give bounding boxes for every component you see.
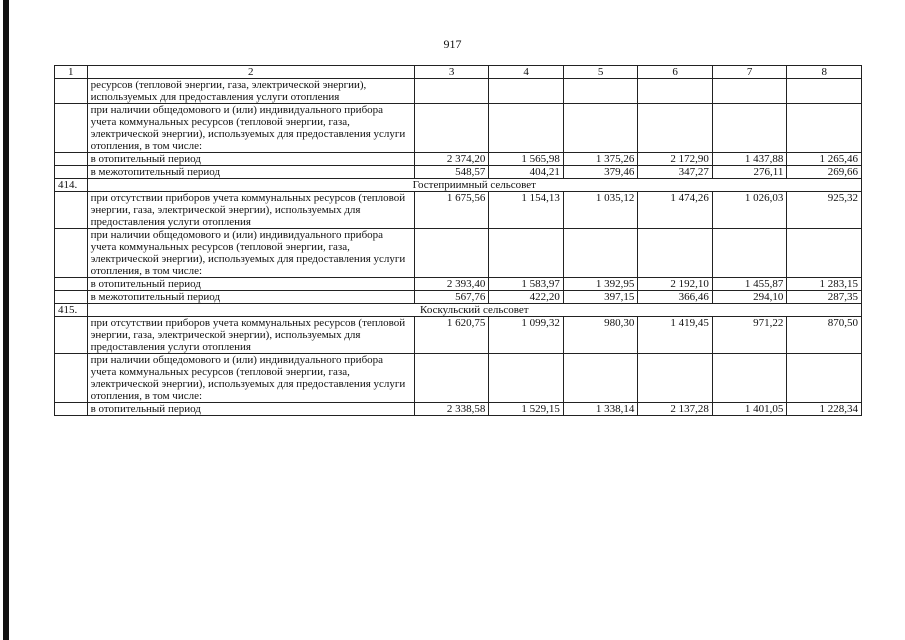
value-cell-5 xyxy=(563,79,638,104)
value-cell-4 xyxy=(489,354,564,403)
value-cell-5 xyxy=(563,104,638,153)
description-cell: при отсутствии приборов учета коммунальных ресурсов (тепловой энергии, газа, электрической энергии), используемых для предоставления услуги отопления xyxy=(87,317,414,354)
value-cell-3: 2 374,20 xyxy=(414,153,489,166)
value-cell-4: 422,20 xyxy=(489,291,564,304)
description-cell: в отопительный период xyxy=(87,403,414,416)
section-number: 414. xyxy=(55,179,88,192)
header-cell: 4 xyxy=(489,66,564,79)
table-row xyxy=(55,104,862,153)
value-cell-5: 980,30 xyxy=(563,317,638,354)
description-cell: при наличии общедомового и (или) индивидуального прибора учета коммунальных ресурсов (тепловой энергии, газа, электрической энергии), используемых для предоставления услуги отопления, в том числе: xyxy=(87,104,414,153)
value-cell-7 xyxy=(712,354,787,403)
row-number-cell xyxy=(55,104,88,153)
row-number-cell xyxy=(55,403,88,416)
description-cell: при наличии общедомового и (или) индивидуального прибора учета коммунальных ресурсов (тепловой энергии, газа, электрической энергии), используемых для предоставления услуги отопления, в том числе: xyxy=(87,354,414,403)
description-cell: в межотопительный период xyxy=(87,166,414,179)
value-cell-3: 1 675,56 xyxy=(414,192,489,229)
header-cell: 2 xyxy=(87,66,414,79)
value-cell-4: 1 583,97 xyxy=(489,278,564,291)
description-cell: ресурсов (тепловой энергии, газа, электрической энергии), используемых для предоставления услуги отопления xyxy=(87,79,414,104)
value-cell-6: 2 192,10 xyxy=(638,278,713,291)
value-cell-4: 404,21 xyxy=(489,166,564,179)
tariff-table xyxy=(54,65,862,416)
table-row xyxy=(55,79,862,104)
table-row xyxy=(55,192,862,229)
section-title: Гостеприимный сельсовет xyxy=(87,179,861,192)
value-cell-7: 1 026,03 xyxy=(712,192,787,229)
value-cell-8: 1 228,34 xyxy=(787,403,862,416)
value-cell-7: 276,11 xyxy=(712,166,787,179)
table-row xyxy=(55,317,862,354)
section-row xyxy=(55,179,862,192)
table-row xyxy=(55,229,862,278)
header-cell: 8 xyxy=(787,66,862,79)
value-cell-8 xyxy=(787,229,862,278)
description-cell: при наличии общедомового и (или) индивидуального прибора учета коммунальных ресурсов (тепловой энергии, газа, электрической энергии), используемых для предоставления услуги отопления, в том числе: xyxy=(87,229,414,278)
value-cell-8 xyxy=(787,354,862,403)
value-cell-4 xyxy=(489,104,564,153)
section-number: 415. xyxy=(55,304,88,317)
value-cell-6 xyxy=(638,354,713,403)
value-cell-3: 567,76 xyxy=(414,291,489,304)
row-number-cell xyxy=(55,153,88,166)
value-cell-8: 269,66 xyxy=(787,166,862,179)
value-cell-3 xyxy=(414,104,489,153)
description-cell: в межотопительный период xyxy=(87,291,414,304)
value-cell-7: 294,10 xyxy=(712,291,787,304)
header-row xyxy=(55,66,862,79)
section-row xyxy=(55,304,862,317)
value-cell-3: 548,57 xyxy=(414,166,489,179)
value-cell-6: 2 172,90 xyxy=(638,153,713,166)
value-cell-3: 2 338,58 xyxy=(414,403,489,416)
value-cell-7: 1 401,05 xyxy=(712,403,787,416)
table-row xyxy=(55,153,862,166)
header-cell: 7 xyxy=(712,66,787,79)
value-cell-6: 347,27 xyxy=(638,166,713,179)
value-cell-5 xyxy=(563,229,638,278)
row-number-cell xyxy=(55,278,88,291)
value-cell-7: 1 455,87 xyxy=(712,278,787,291)
value-cell-6: 1 474,26 xyxy=(638,192,713,229)
table-row xyxy=(55,354,862,403)
value-cell-8 xyxy=(787,104,862,153)
header-cell: 6 xyxy=(638,66,713,79)
value-cell-3 xyxy=(414,229,489,278)
row-number-cell xyxy=(55,192,88,229)
value-cell-3: 2 393,40 xyxy=(414,278,489,291)
description-cell: в отопительный период xyxy=(87,278,414,291)
row-number-cell xyxy=(55,354,88,403)
value-cell-7 xyxy=(712,229,787,278)
value-cell-5: 1 375,26 xyxy=(563,153,638,166)
value-cell-4: 1 529,15 xyxy=(489,403,564,416)
value-cell-8: 925,32 xyxy=(787,192,862,229)
value-cell-4 xyxy=(489,79,564,104)
row-number-cell xyxy=(55,79,88,104)
value-cell-4 xyxy=(489,229,564,278)
value-cell-8: 1 265,46 xyxy=(787,153,862,166)
value-cell-5: 1 035,12 xyxy=(563,192,638,229)
value-cell-8: 287,35 xyxy=(787,291,862,304)
value-cell-4: 1 154,13 xyxy=(489,192,564,229)
value-cell-7: 1 437,88 xyxy=(712,153,787,166)
value-cell-8: 870,50 xyxy=(787,317,862,354)
value-cell-6: 1 419,45 xyxy=(638,317,713,354)
value-cell-6 xyxy=(638,104,713,153)
scan-edge-bar xyxy=(3,0,9,640)
value-cell-8 xyxy=(787,79,862,104)
header-cell: 3 xyxy=(414,66,489,79)
value-cell-5 xyxy=(563,354,638,403)
value-cell-5: 1 392,95 xyxy=(563,278,638,291)
row-number-cell xyxy=(55,166,88,179)
table-row xyxy=(55,403,862,416)
section-title: Коскульский сельсовет xyxy=(87,304,861,317)
header-cell: 5 xyxy=(563,66,638,79)
value-cell-8: 1 283,15 xyxy=(787,278,862,291)
table-row xyxy=(55,166,862,179)
header-cell: 1 xyxy=(55,66,88,79)
value-cell-3 xyxy=(414,79,489,104)
table-row xyxy=(55,278,862,291)
value-cell-6: 2 137,28 xyxy=(638,403,713,416)
value-cell-6: 366,46 xyxy=(638,291,713,304)
table-body xyxy=(55,79,862,416)
value-cell-3: 1 620,75 xyxy=(414,317,489,354)
value-cell-7: 971,22 xyxy=(712,317,787,354)
value-cell-4: 1 565,98 xyxy=(489,153,564,166)
value-cell-7 xyxy=(712,104,787,153)
value-cell-6 xyxy=(638,229,713,278)
value-cell-7 xyxy=(712,79,787,104)
value-cell-5: 379,46 xyxy=(563,166,638,179)
table-row xyxy=(55,291,862,304)
page-number: 917 xyxy=(443,37,462,51)
row-number-cell xyxy=(55,291,88,304)
description-cell: в отопительный период xyxy=(87,153,414,166)
value-cell-4: 1 099,32 xyxy=(489,317,564,354)
description-cell: при отсутствии приборов учета коммунальных ресурсов (тепловой энергии, газа, электрической энергии), используемых для предоставления услуги отопления xyxy=(87,192,414,229)
value-cell-3 xyxy=(414,354,489,403)
value-cell-6 xyxy=(638,79,713,104)
row-number-cell xyxy=(55,317,88,354)
row-number-cell xyxy=(55,229,88,278)
value-cell-5: 1 338,14 xyxy=(563,403,638,416)
value-cell-5: 397,15 xyxy=(563,291,638,304)
